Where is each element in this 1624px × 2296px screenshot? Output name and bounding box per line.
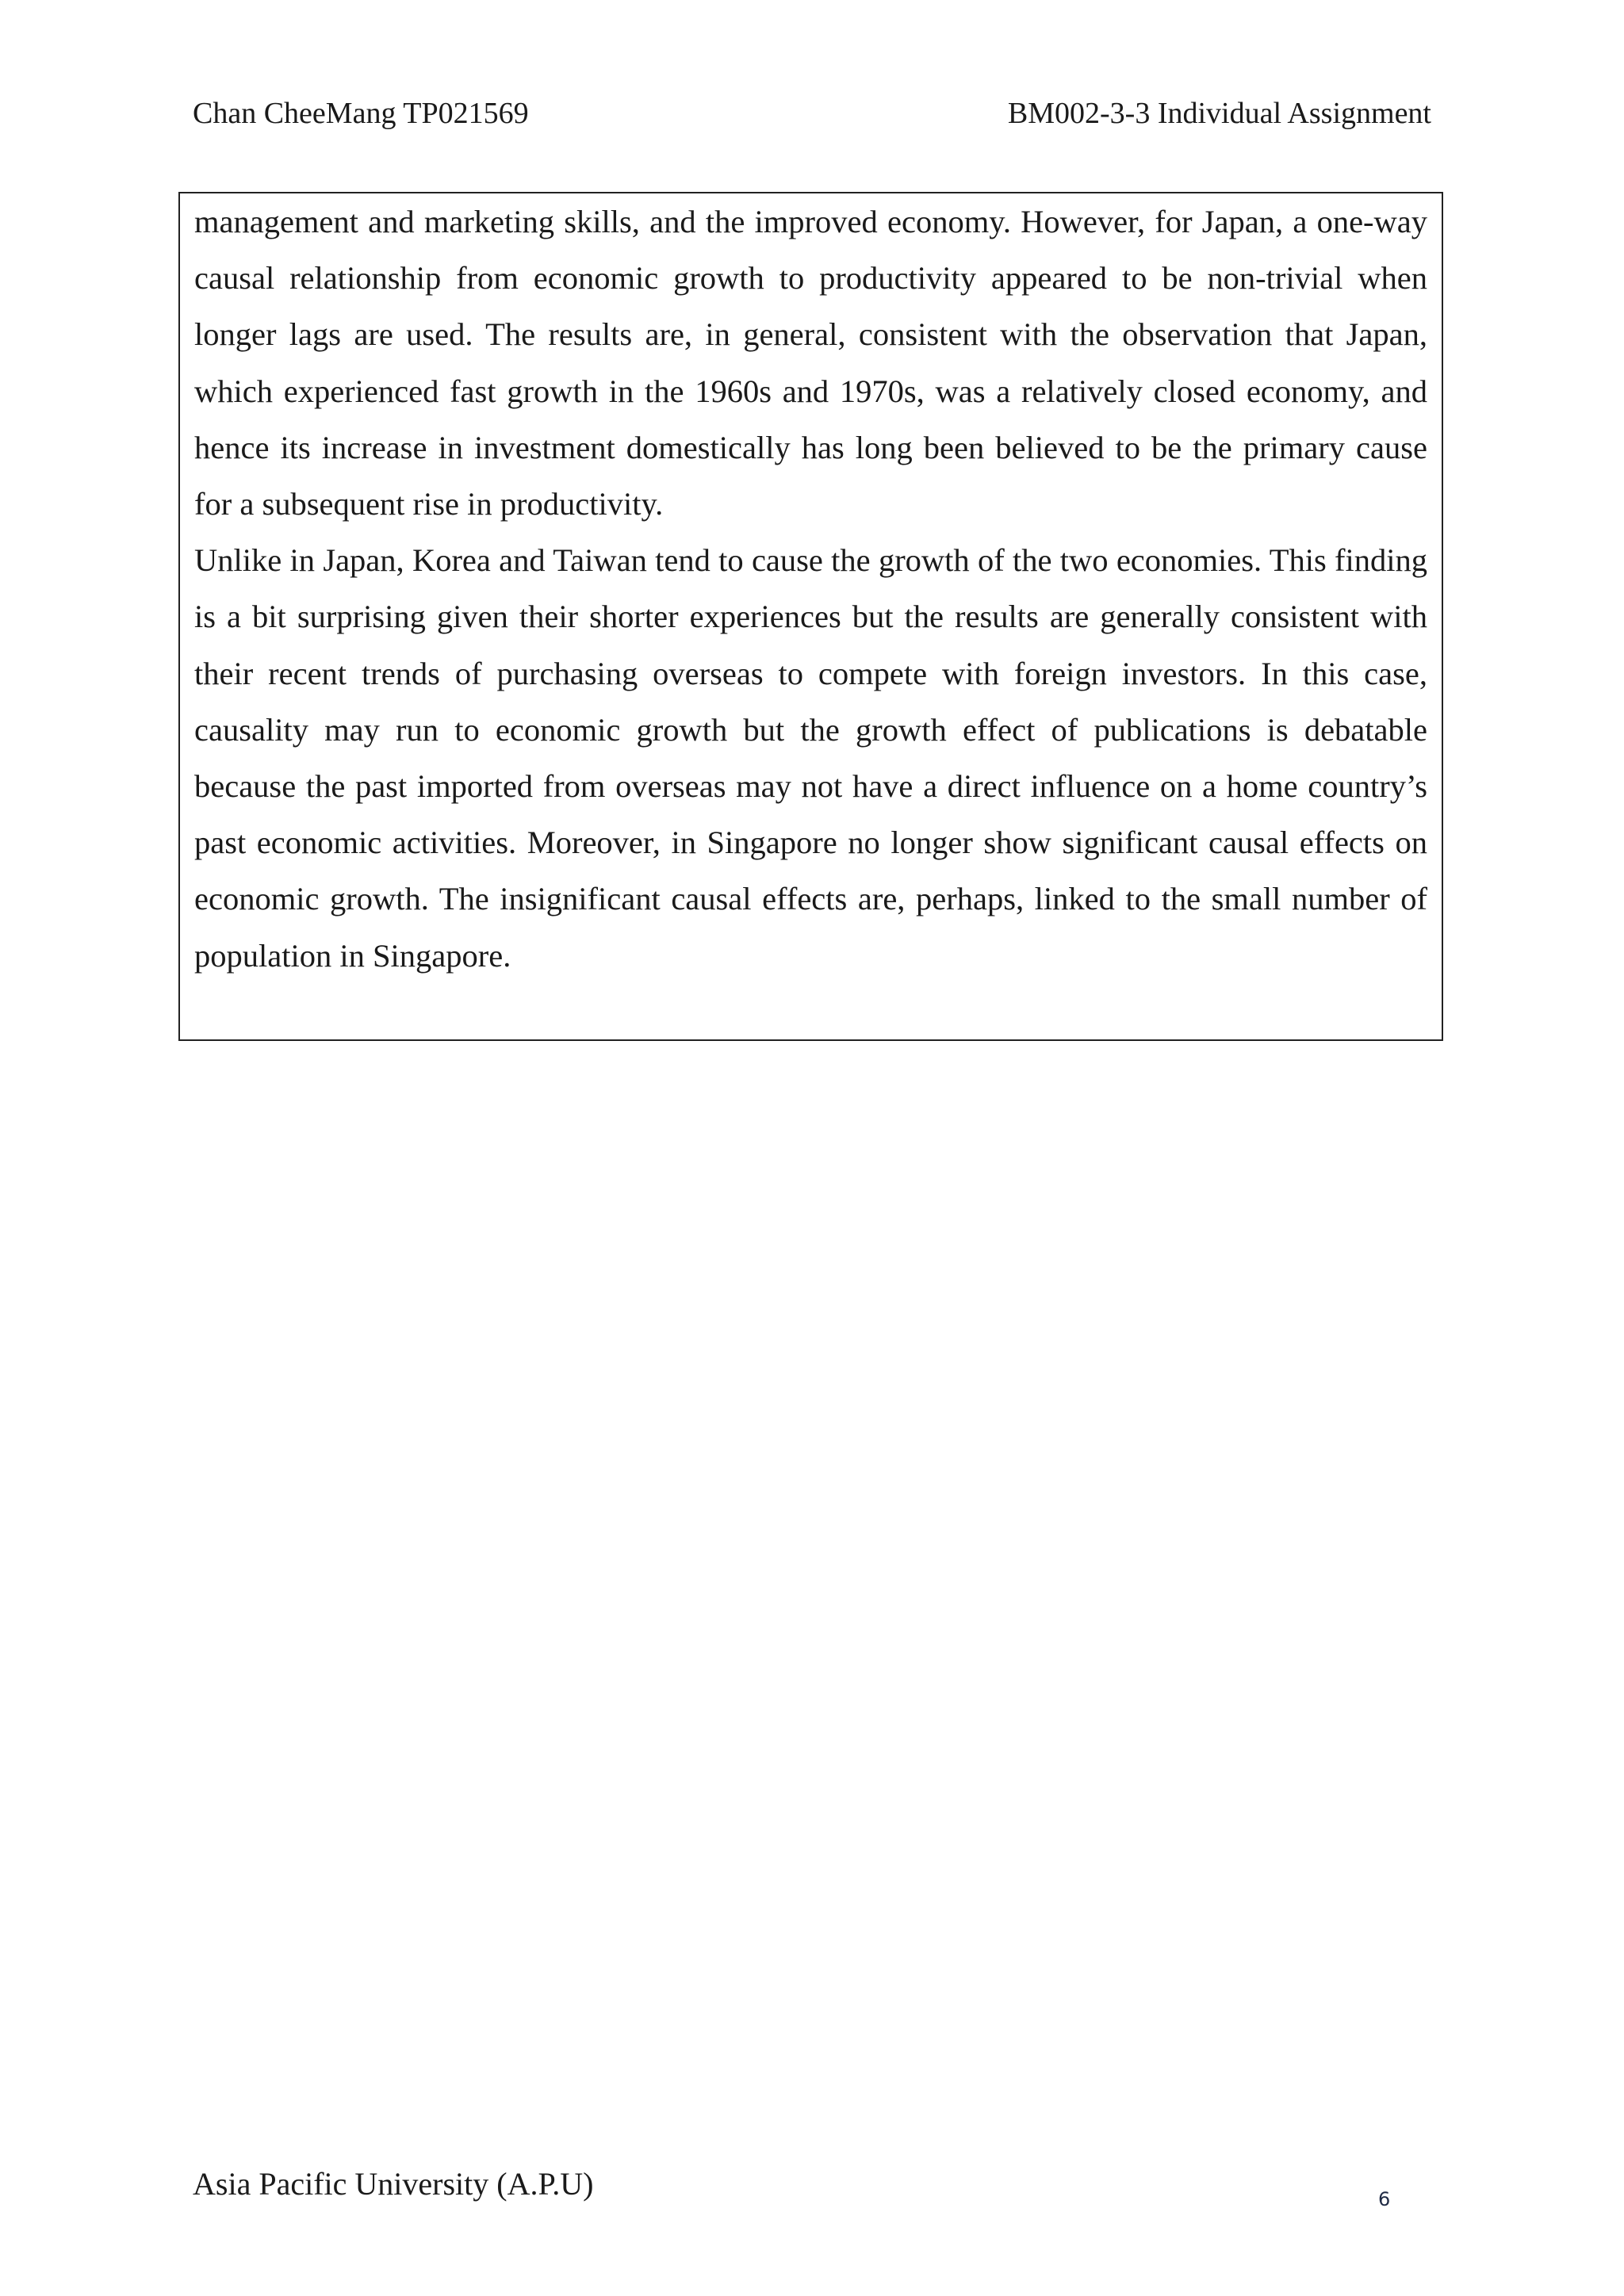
text-box	[178, 192, 1443, 1041]
footer-institution: Asia Pacific University (A.P.U)	[193, 2166, 594, 2202]
paragraph-2: Unlike in Japan, Korea and Taiwan tend to cause the growth of the two economies. This finding is a bit surprising given their shorter experiences but the results are generally consistent with their recent trends of purchasing overseas to compete with foreign investors. In this case, causality may run to economic growth but the growth effect of publications is debatable because the past imported from overseas may not have a direct influence on a home country’s past economic activities. Moreover, in Singapore no longer show significant causal effects on economic growth. The insignificant causal effects are, perhaps, linked to the small number of population in Singapore.	[194, 542, 1427, 974]
header-course: BM002-3-3 Individual Assignment	[1007, 97, 1431, 130]
header-author: Chan CheeMang TP021569	[193, 97, 529, 130]
page-number: 6	[1378, 2188, 1391, 2210]
paragraph-1: management and marketing skills, and the improved economy. However, for Japan, a one-way causal relationship from economic growth to productivity appeared to be non-trivial when longer lags are used. The results are, in general, consistent with the observation that Japan, which experienced fast growth in the 1960s and 1970s, was a relatively closed economy, and hence its increase in investment domestically has long been believed to be the primary cause for a subsequent rise in productivity.	[194, 204, 1427, 522]
